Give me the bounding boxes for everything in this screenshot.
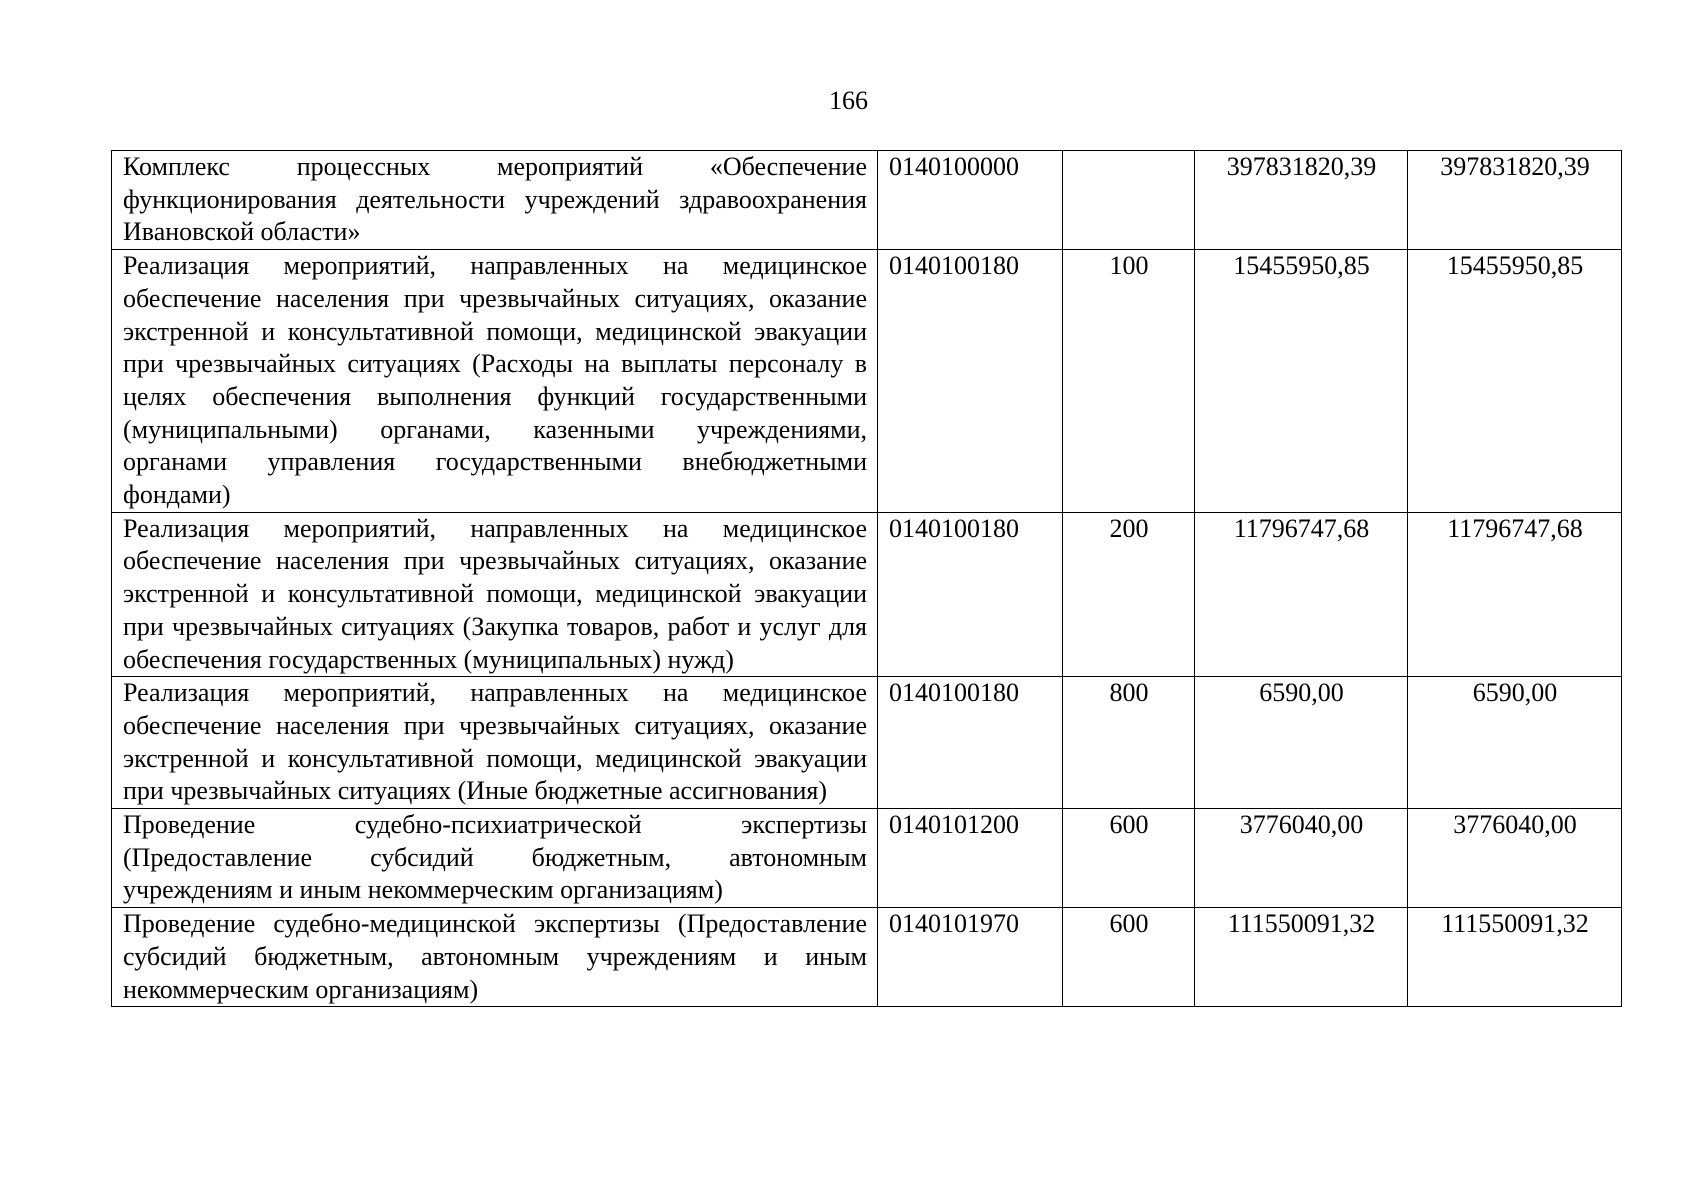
- target-code: 0140101200: [878, 809, 1063, 908]
- budget-table: [111, 150, 1622, 1007]
- table-row: [112, 677, 1622, 809]
- row-description: Комплекс процессных мероприятий «Обеспечение функционирования деятельности учреждений здравоохранения Ивановской области»: [112, 151, 878, 250]
- amount-year-2: 11796747,68: [1408, 512, 1622, 677]
- amount-year-2: 3776040,00: [1408, 809, 1622, 908]
- amount-year-2: 397831820,39: [1408, 151, 1622, 250]
- amount-year-1: 11796747,68: [1195, 512, 1408, 677]
- target-code: 0140100180: [878, 677, 1063, 809]
- table-row: [112, 512, 1622, 677]
- table-row: [112, 250, 1622, 513]
- amount-year-2: 6590,00: [1408, 677, 1622, 809]
- expense-type-code: [1063, 151, 1195, 250]
- expense-type-code: 100: [1063, 250, 1195, 513]
- row-description: Реализация мероприятий, направленных на медицинское обеспечение населения при чрезвычайных ситуациях, оказание экстренной и консультативной помощи, медицинской эвакуации при чрезвычайных ситуациях (Закупка товаров, работ и услуг для обеспечения государственных (муниципальных) нужд): [112, 512, 878, 677]
- expense-type-code: 200: [1063, 512, 1195, 677]
- page-number: 166: [829, 86, 868, 115]
- row-description: Проведение судебно-медицинской экспертизы (Предоставление субсидий бюджетным, автономным учреждениям и иным некоммерческим организациям): [112, 908, 878, 1007]
- expense-type-code: 600: [1063, 809, 1195, 908]
- row-description: Реализация мероприятий, направленных на медицинское обеспечение населения при чрезвычайных ситуациях, оказание экстренной и консультативной помощи, медицинской эвакуации при чрезвычайных ситуациях (Иные бюджетные ассигнования): [112, 677, 878, 809]
- target-code: 0140101970: [878, 908, 1063, 1007]
- target-code: 0140100000: [878, 151, 1063, 250]
- target-code: 0140100180: [878, 250, 1063, 513]
- amount-year-2: 111550091,32: [1408, 908, 1622, 1007]
- amount-year-2: 15455950,85: [1408, 250, 1622, 513]
- target-code: 0140100180: [878, 512, 1063, 677]
- amount-year-1: 6590,00: [1195, 677, 1408, 809]
- expense-type-code: 600: [1063, 908, 1195, 1007]
- expense-type-code: 800: [1063, 677, 1195, 809]
- row-description: Проведение судебно-психиатрической экспертизы (Предоставление субсидий бюджетным, автономным учреждениям и иным некоммерческим организациям): [112, 809, 878, 908]
- row-description: Реализация мероприятий, направленных на медицинское обеспечение населения при чрезвычайных ситуациях, оказание экстренной и консультативной помощи, медицинской эвакуации при чрезвычайных ситуациях (Расходы на выплаты персоналу в целях обеспечения выполнения функций государственными (муниципальными) органами, казенными учреждениями, органами управления государственными внебюджетными фондами): [112, 250, 878, 513]
- amount-year-1: 15455950,85: [1195, 250, 1408, 513]
- table-row: [112, 151, 1622, 250]
- amount-year-1: 397831820,39: [1195, 151, 1408, 250]
- table-row: [112, 908, 1622, 1007]
- amount-year-1: 3776040,00: [1195, 809, 1408, 908]
- amount-year-1: 111550091,32: [1195, 908, 1408, 1007]
- table-row: [112, 809, 1622, 908]
